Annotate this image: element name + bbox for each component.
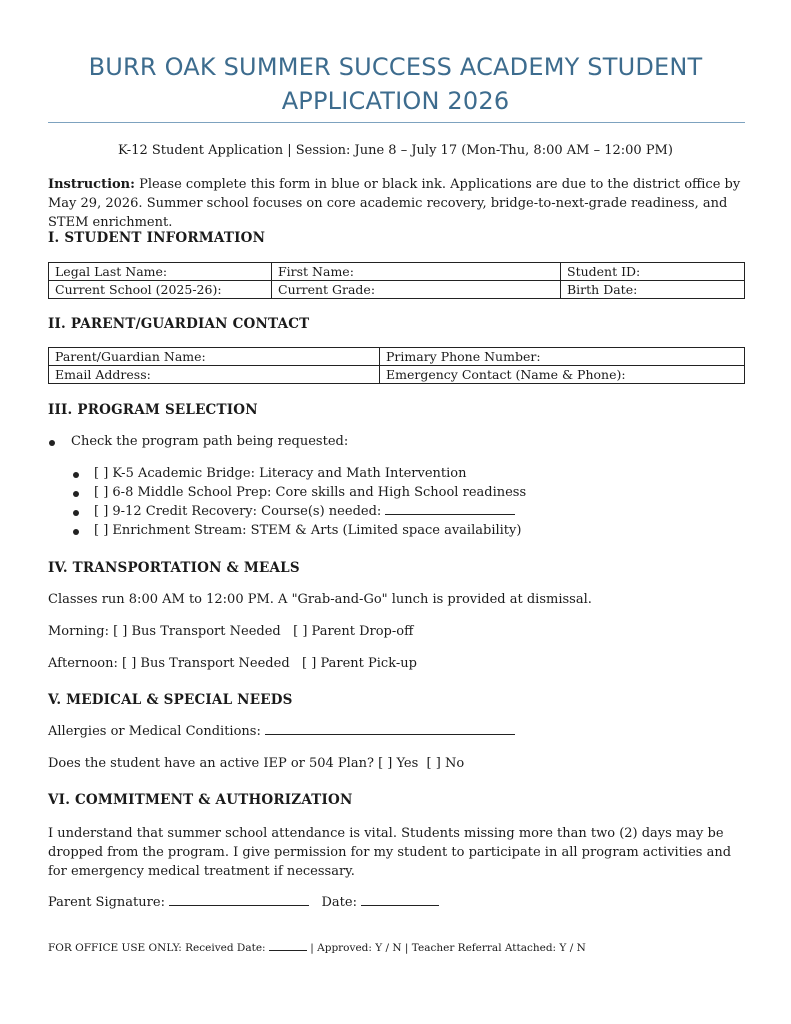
program-prompt: Check the program path being requested: bbox=[71, 434, 349, 449]
bullet-icon bbox=[73, 472, 79, 478]
form-title-line2: APPLICATION 2026 bbox=[281, 87, 510, 115]
authorization-text: I understand that summer school attendance is vital. Students missing more than two (2) days may be dropped from the program. I give permission for my student to participate in all program activities and for emergency medical treatment if necessary. bbox=[48, 826, 732, 879]
iep-question[interactable]: Does the student have an active IEP or 504 Plan? [ ] Yes [ ] No bbox=[48, 756, 465, 771]
first-name-field[interactable]: First Name: bbox=[272, 263, 561, 281]
signature-blank[interactable] bbox=[169, 904, 309, 906]
form-title-line1: BURR OAK SUMMER SUCCESS ACADEMY STUDENT bbox=[88, 53, 703, 81]
primary-phone-field[interactable]: Primary Phone Number: bbox=[380, 348, 745, 366]
instruction-label: Instruction: bbox=[48, 177, 135, 192]
allergies-line[interactable] bbox=[48, 724, 515, 739]
current-school-field[interactable]: Current School (2025-26): bbox=[49, 281, 272, 299]
form-title bbox=[40, 50, 751, 118]
bullet-icon bbox=[73, 510, 79, 516]
emergency-contact-field[interactable]: Emergency Contact (Name & Phone): bbox=[380, 366, 745, 384]
signature-line bbox=[48, 895, 439, 910]
morning-transport-options[interactable]: Morning: [ ] Bus Transport Needed [ ] Parent Drop-off bbox=[48, 624, 414, 639]
afternoon-transport-options[interactable]: Afternoon: [ ] Bus Transport Needed [ ] Parent Pick-up bbox=[48, 656, 417, 671]
program-option-6-8[interactable]: [ ] 6-8 Middle School Prep: Core skills and High School readiness bbox=[94, 485, 527, 500]
section-heading-parent-contact: II. PARENT/GUARDIAN CONTACT bbox=[48, 316, 310, 332]
section-heading-medical: V. MEDICAL & SPECIAL NEEDS bbox=[48, 692, 293, 708]
course-needed-blank[interactable] bbox=[385, 513, 515, 515]
date-blank[interactable] bbox=[361, 904, 439, 906]
current-grade-field[interactable]: Current Grade: bbox=[272, 281, 561, 299]
title-divider bbox=[48, 122, 745, 123]
instruction-body: Please complete this form in blue or black ink. Applications are due to the district office by May 29, 2026. Summer school focuses on core academic recovery, bridge-to-next-grade readiness, and STEM enrichment. bbox=[48, 177, 741, 230]
allergies-label: Allergies or Medical Conditions: bbox=[48, 724, 261, 739]
office-use-suffix: | Approved: Y / N | Teacher Referral Attached: Y / N bbox=[310, 942, 586, 954]
program-option-k5[interactable]: [ ] K-5 Academic Bridge: Literacy and Math Intervention bbox=[94, 466, 467, 481]
office-use-footer bbox=[48, 942, 586, 954]
section-heading-authorization: VI. COMMITMENT & AUTHORIZATION bbox=[48, 792, 353, 808]
section-heading-transportation: IV. TRANSPORTATION & MEALS bbox=[48, 560, 300, 576]
transportation-note: Classes run 8:00 AM to 12:00 PM. A "Grab-and-Go" lunch is provided at dismissal. bbox=[48, 592, 592, 607]
bullet-icon bbox=[73, 491, 79, 497]
received-date-blank[interactable] bbox=[269, 949, 307, 951]
legal-last-name-field[interactable]: Legal Last Name: bbox=[49, 263, 272, 281]
signature-label: Parent Signature: bbox=[48, 895, 165, 910]
email-field[interactable]: Email Address: bbox=[49, 366, 380, 384]
office-use-prefix: FOR OFFICE USE ONLY: Received Date: bbox=[48, 942, 266, 954]
bullet-icon bbox=[73, 529, 79, 535]
student-id-field[interactable]: Student ID: bbox=[561, 263, 745, 281]
bullet-icon bbox=[49, 440, 55, 446]
student-info-table bbox=[48, 262, 745, 299]
allergies-blank[interactable] bbox=[265, 733, 515, 735]
instruction-text bbox=[48, 175, 748, 232]
program-option-enrichment[interactable]: [ ] Enrichment Stream: STEM & Arts (Limited space availability) bbox=[94, 523, 522, 538]
guardian-name-field[interactable]: Parent/Guardian Name: bbox=[49, 348, 380, 366]
birth-date-field[interactable]: Birth Date: bbox=[561, 281, 745, 299]
section-heading-program-selection: III. PROGRAM SELECTION bbox=[48, 402, 258, 418]
form-subtitle: K-12 Student Application | Session: June 8 – July 17 (Mon-Thu, 8:00 AM – 12:00 PM) bbox=[118, 143, 673, 158]
program-option-credit-recovery-label: [ ] 9-12 Credit Recovery: Course(s) needed: bbox=[94, 504, 382, 519]
section-heading-student-info: I. STUDENT INFORMATION bbox=[48, 230, 266, 246]
program-option-credit-recovery[interactable] bbox=[94, 504, 515, 519]
date-label: Date: bbox=[321, 895, 357, 910]
parent-contact-table bbox=[48, 347, 745, 384]
